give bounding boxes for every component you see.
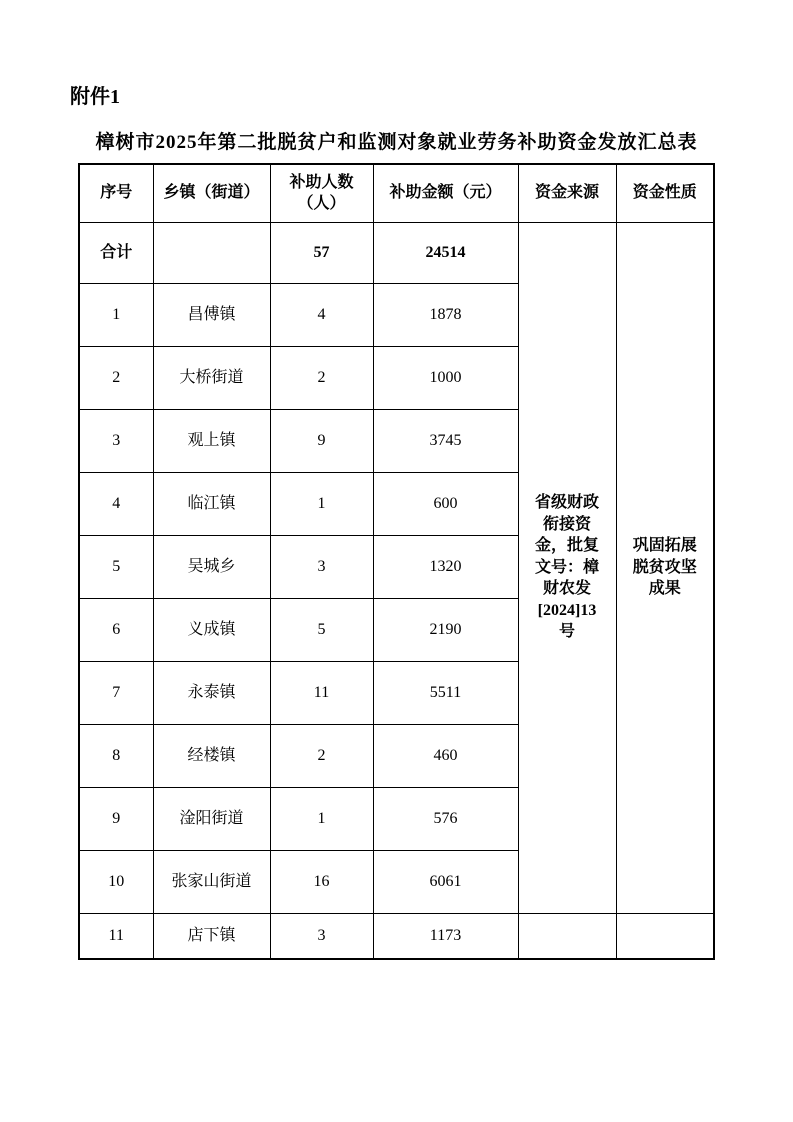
row-amount: 5511 — [373, 661, 518, 724]
row-town: 永泰镇 — [153, 661, 270, 724]
row-amount: 576 — [373, 787, 518, 850]
row-amount: 1173 — [373, 913, 518, 959]
row-town: 观上镇 — [153, 409, 270, 472]
attachment-label: 附件1 — [70, 86, 120, 108]
row-people: 11 — [270, 661, 373, 724]
row-people: 1 — [270, 787, 373, 850]
row-amount: 1878 — [373, 283, 518, 346]
row-people: 3 — [270, 535, 373, 598]
total-row — [79, 222, 714, 283]
funding-nature-empty-cell — [616, 913, 714, 959]
document-title: 樟树市2025年第二批脱贫户和监测对象就业劳务补助资金发放汇总表 — [95, 132, 698, 153]
row-no: 2 — [79, 346, 153, 409]
total-town-cell — [153, 222, 270, 283]
row-no: 1 — [79, 283, 153, 346]
row-no: 7 — [79, 661, 153, 724]
funding-nature-cell: 巩固拓展 脱贫攻坚 成果 — [616, 222, 714, 913]
table-row — [79, 913, 714, 959]
row-town: 淦阳街道 — [153, 787, 270, 850]
row-amount: 600 — [373, 472, 518, 535]
row-town: 吴城乡 — [153, 535, 270, 598]
row-town: 大桥街道 — [153, 346, 270, 409]
row-town: 经楼镇 — [153, 724, 270, 787]
row-people: 5 — [270, 598, 373, 661]
row-town: 临江镇 — [153, 472, 270, 535]
header-town: 乡镇（街道） — [153, 164, 270, 222]
header-nature: 资金性质 — [616, 164, 714, 222]
row-town: 义成镇 — [153, 598, 270, 661]
header-no: 序号 — [79, 164, 153, 222]
row-amount: 3745 — [373, 409, 518, 472]
total-amount: 24514 — [373, 222, 518, 283]
row-people: 3 — [270, 913, 373, 959]
row-amount: 460 — [373, 724, 518, 787]
row-amount: 1320 — [373, 535, 518, 598]
row-amount: 2190 — [373, 598, 518, 661]
row-no: 8 — [79, 724, 153, 787]
row-no: 9 — [79, 787, 153, 850]
total-people: 57 — [270, 222, 373, 283]
row-people: 9 — [270, 409, 373, 472]
header-people: 补助人数 （人） — [270, 164, 373, 222]
row-people: 1 — [270, 472, 373, 535]
row-people: 2 — [270, 346, 373, 409]
table-header-row — [79, 164, 714, 222]
header-source: 资金来源 — [518, 164, 616, 222]
row-amount: 1000 — [373, 346, 518, 409]
row-no: 4 — [79, 472, 153, 535]
subsidy-summary-table — [78, 163, 715, 960]
funding-source-cell: 省级财政 衔接资 金，批复 文号：樟 财农发 [2024]13 号 — [518, 222, 616, 913]
row-no: 11 — [79, 913, 153, 959]
row-amount: 6061 — [373, 850, 518, 913]
row-no: 10 — [79, 850, 153, 913]
row-no: 3 — [79, 409, 153, 472]
row-no: 5 — [79, 535, 153, 598]
row-people: 2 — [270, 724, 373, 787]
row-people: 16 — [270, 850, 373, 913]
funding-source-empty-cell — [518, 913, 616, 959]
row-town: 店下镇 — [153, 913, 270, 959]
header-amount: 补助金额（元） — [373, 164, 518, 222]
row-town: 昌傅镇 — [153, 283, 270, 346]
row-people: 4 — [270, 283, 373, 346]
total-label: 合计 — [79, 222, 153, 283]
row-no: 6 — [79, 598, 153, 661]
row-town: 张家山街道 — [153, 850, 270, 913]
